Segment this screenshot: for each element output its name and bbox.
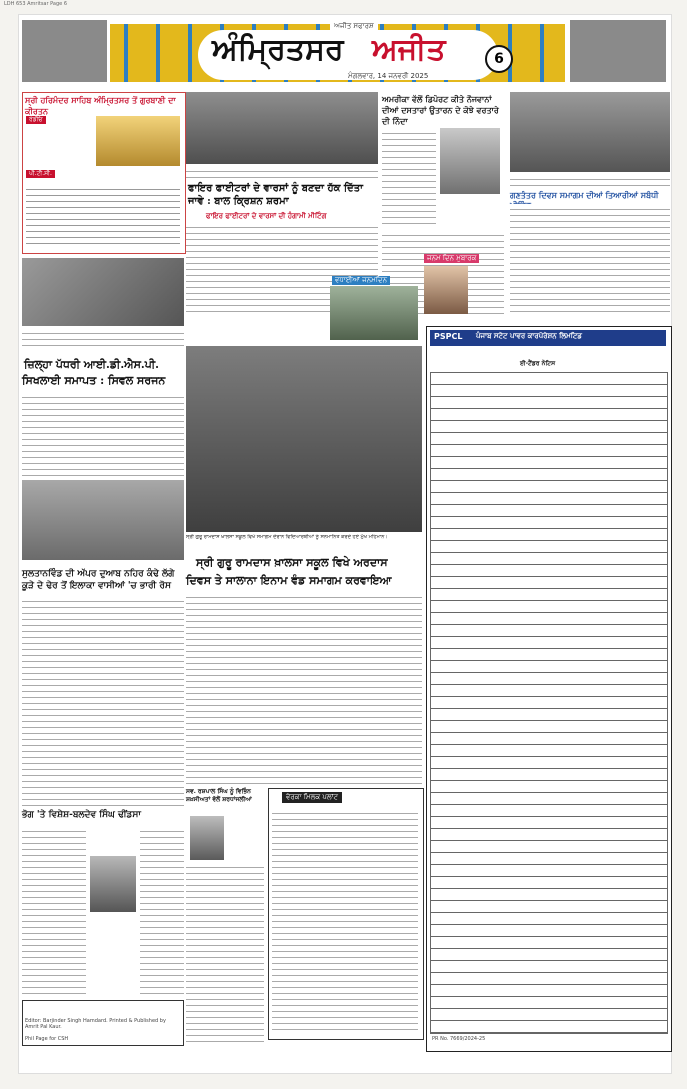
- meeting-photo: [510, 92, 670, 172]
- heritage-building-photo: [570, 20, 666, 82]
- golden-temple-photo: [22, 20, 107, 82]
- firefighters-subhead: ਫਾਇਰ ਫਾਈਟਰਾਂ ਦੇ ਵਾਰਸਾਂ ਦੀ ਹੰਗਾਮੀ ਮੀਟਿੰਗ: [206, 211, 327, 220]
- firefighters-headline: ਫਾਇਰ ਫਾਈਟਰਾਂ ਦੇ ਵਾਰਸਾਂ ਨੂੰ ਬਣਦਾ ਹੱਕ ਦਿੱਤਾ ਜਾਵੇ : ਬਾਲ ਕ੍ਰਿਸ਼ਨ ਸ਼ਰਮਾ: [188, 183, 363, 207]
- verka-notice-title: ਵੇਰਕਾ ਮਿਲਕ ਪਲਾਂਟ: [282, 792, 342, 803]
- verka-notice-body: [272, 808, 418, 1034]
- tribute-portrait: [190, 816, 224, 860]
- birthday-title: ਜਨਮ ਦਿਨ ਮੁਬਾਰਕ: [424, 254, 479, 263]
- ptc-tag: ਪੀ.ਟੀ.ਸੀ.: [26, 170, 55, 178]
- pspcl-title: ਪੰਜਾਬ ਸਟੇਟ ਪਾਵਰ ਕਾਰਪੋਰੇਸ਼ਨ ਲਿਮਟਿਡ: [476, 332, 582, 340]
- firefighters-caption: [186, 166, 378, 178]
- civil-surgeon-headline-1: ਜ਼ਿਲ੍ਹਾ ਪੱਧਰੀ ਆਈ.ਡੀ.ਐਸ.ਪੀ.: [24, 358, 159, 371]
- pspcl-footer: PR No. 7669/2024-25: [432, 1036, 486, 1042]
- garbage-body: [22, 596, 184, 806]
- meeting-caption: [510, 174, 670, 186]
- civil-surgeon-headline-2: ਸਿਖਲਾਈ ਸਮਾਪਤ : ਸਿਵਲ ਸਰਜਨ: [22, 374, 166, 387]
- school-photo-caption: ਸ੍ਰੀ ਗੁਰੂ ਰਾਮਦਾਸ ਖ਼ਾਲਸਾ ਸਕੂਲ ਵਿਖੇ ਸਮਾਗਮ ਦੌਰਾਨ ਵਿਦਿਆਰਥੀਆਂ ਨੂੰ ਸਨਮਾਨਿਤ ਕਰਦੇ ਹੋਏ ਮੁੱਖ ਮਹਿਮਾਨ।: [186, 534, 388, 540]
- garbage-headline: ਸੁਲਤਾਨਵਿੰਡ ਦੀ ਅੱਪਰ ਦੁਆਬ ਨਹਿਰ ਕੰਢੇ ਲੱਗੇ ਕੂੜੇ ਦੇ ਢੇਰ ਤੋਂ ਇਲਾਕਾ ਵਾਸੀਆਂ 'ਚ ਭਾਰੀ ਰੋਸ: [22, 569, 175, 591]
- bhog-headline: ਭੋਗ 'ਤੇ ਵਿਸ਼ੇਸ਼-ਬਲਦੇਵ ਸਿੰਘ ਢੀਂਡਸਾ: [22, 810, 141, 820]
- school-headline-2: ਦਿਵਸ ਤੇ ਸਾਲਾਨਾ ਇਨਾਮ ਵੰਡ ਸਮਾਗਮ ਕਰਵਾਇਆ: [186, 574, 392, 587]
- pspcl-subtitle: ਈ-ਟੈਂਡਰ ਨੋਟਿਸ: [520, 360, 556, 367]
- tribute-body: [186, 862, 264, 1042]
- masthead-title-paper: ਅਜੀਤ: [372, 32, 446, 67]
- civil-surgeon-body: [22, 392, 184, 476]
- masthead-label: ਅਜੀਤ ਸਫਾਰਸ਼: [330, 22, 378, 31]
- school-headline-1: ਸ੍ਰੀ ਗੁਰੂ ਰਾਮਦਾਸ ਖ਼ਾਲਸਾ ਸਕੂਲ ਵਿਖੇ ਅਰਦਾਸ: [196, 556, 388, 569]
- america-body: [382, 128, 436, 226]
- golden-temple-small-photo: [96, 116, 180, 166]
- school-body: [186, 592, 422, 784]
- tribute-headline: ਸਵ. ਰਸ਼ਪਾਲ ਸਿੰਘ ਨੂੰ ਵਿਭਿੰਨ ਸ਼ਖ਼ਸੀਅਤਾਂ ਵੱਲੋਂ ਸ਼ਰਧਾਂਜਲੀਆਂ: [186, 788, 252, 803]
- bhog-portrait: [90, 856, 136, 912]
- america-portrait: [440, 128, 500, 194]
- firefighters-photo: [186, 92, 378, 164]
- bhog-body-2: [140, 826, 184, 996]
- pspcl-tender-table: [430, 372, 668, 1034]
- bhog-body: [22, 826, 86, 996]
- radio-tag: ਰੇਡੀਓ: [26, 116, 46, 124]
- congrats-photo: [330, 286, 418, 340]
- school-ceremony-photo: [186, 346, 422, 532]
- pspcl-logo: PSPCL: [434, 332, 463, 341]
- colophon: Editor: Barjinder Singh Hamdard. Printed & Published by Amrit Pal Kaur.: [25, 1018, 166, 1030]
- america-headline: ਅਮਰੀਕਾ ਵੱਲੋਂ ਡਿਪੋਰਟ ਕੀਤੇ ਨੌਜਵਾਨਾਂ ਦੀਆਂ ਦਸਤਾਰਾਂ ਉਤਾਰਨ ਦੇ ਕੋਝੇ ਵਰਤਾਰੇ ਦੀ ਨਿੰਦਾ: [382, 94, 499, 126]
- protest-caption: [22, 328, 184, 350]
- page-number: 6: [485, 45, 513, 73]
- protest-photo: [22, 258, 184, 326]
- punjab-headline: ਗਣਤੰਤਰ ਦਿਵਸ ਸਮਾਗਮ ਦੀਆਂ ਤਿਆਰੀਆਂ ਸਬੰਧੀ: [510, 190, 659, 200]
- print-info-strip: LDH 653 Amritsar Page 6: [4, 1, 68, 7]
- punjab-body: [510, 204, 670, 316]
- masthead-date: ਮੰਗਲਵਾਰ, 14 ਜਨਵਰੀ 2025: [348, 72, 429, 80]
- masthead-title-city: ਅੰਮ੍ਰਿਤਸਰ: [212, 32, 344, 67]
- page-for: Phil Page for CSH: [25, 1036, 69, 1042]
- garbage-photo: [22, 480, 184, 560]
- birthday-photo: [424, 266, 468, 314]
- gurbani-body: [26, 184, 180, 248]
- congrats-title: ਵਧਾਈਆਂ ਜਨਮਦਿਨ: [332, 276, 390, 285]
- gurbani-headline: ਸ੍ਰੀ ਹਰਿਮੰਦਰ ਸਾਹਿਬ ਅੰਮ੍ਰਿਤਸਰ ਤੋਂ ਗੁਰਬਾਣੀ ਦਾ ਕੀਰਤਨ: [25, 95, 176, 116]
